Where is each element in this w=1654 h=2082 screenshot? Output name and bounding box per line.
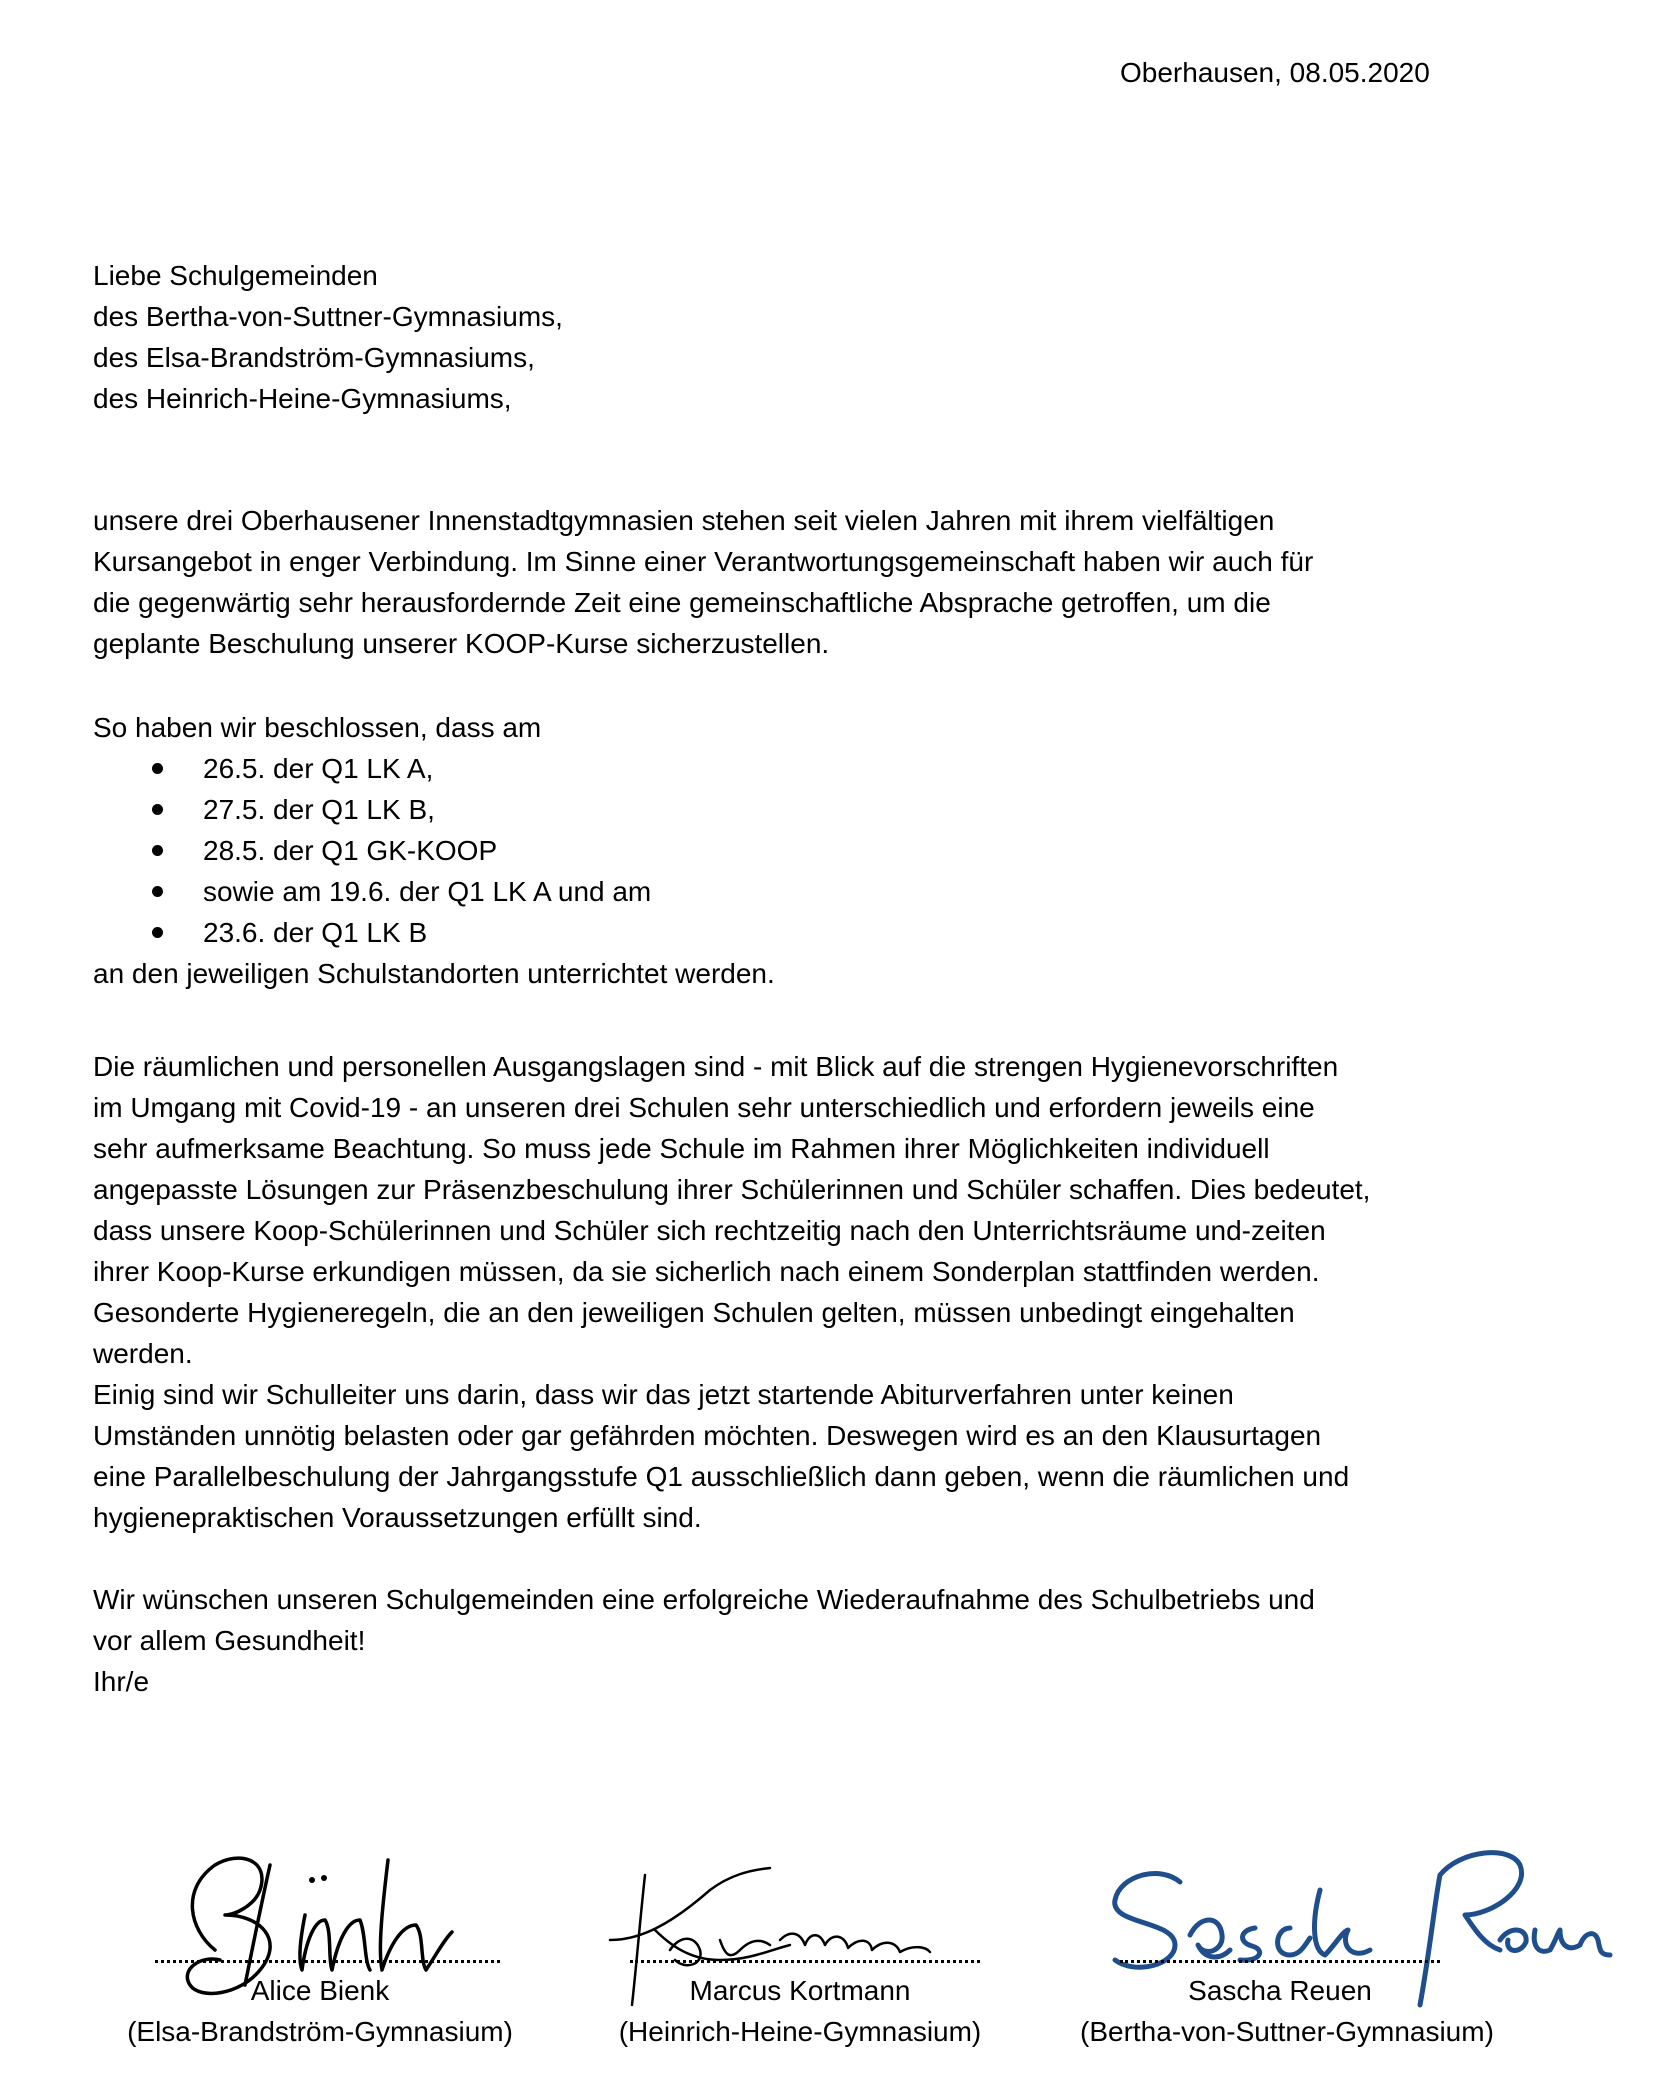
- signature-line: [630, 1960, 980, 1963]
- intro-paragraph: [93, 500, 1513, 664]
- list-item: [93, 830, 1493, 871]
- bullet-icon: [152, 763, 163, 774]
- list-item: [93, 789, 1493, 830]
- bullet-icon: [152, 804, 163, 815]
- bullet-icon: [152, 886, 163, 897]
- bullet-icon: [152, 845, 163, 856]
- signatory-school: (Bertha-von-Suttner-Gymnasium): [1080, 2016, 1494, 2047]
- date-line: Oberhausen, 08.05.2020: [1120, 57, 1430, 88]
- paragraph-line: Einig sind wir Schulleiter uns darin, dass wir das jetzt startende Abiturverfahren unter keinen: [93, 1379, 1234, 1410]
- list-item-text: 28.5. der Q1 GK-KOOP: [203, 835, 498, 866]
- schedule-intro: So haben wir beschlossen, dass am: [93, 712, 542, 743]
- paragraph-line: ihrer Koop-Kurse erkundigen müssen, da sie sicherlich nach einem Sonderplan stattfinden werden.: [93, 1256, 1320, 1287]
- paragraph-line: Umständen unnötig belasten oder gar gefährden möchten. Deswegen wird es an den Klausurtagen: [93, 1420, 1322, 1451]
- list-item-text: 27.5. der Q1 LK B,: [203, 794, 435, 825]
- paragraph-line: sehr aufmerksame Beachtung. So muss jede Schule im Rahmen ihrer Möglichkeiten individuell: [93, 1133, 1270, 1164]
- signature-block-bienk: [120, 1820, 520, 2060]
- closing-line: Wir wünschen unseren Schulgemeinden eine erfolgreiche Wiederaufnahme des Schulbetriebs und: [93, 1584, 1315, 1615]
- paragraph-line: angepasste Lösungen zur Präsenzbeschulung ihrer Schülerinnen und Schüler schaffen. Dies bedeutet,: [93, 1174, 1371, 1205]
- greeting-line: des Elsa-Brandström-Gymnasiums,: [93, 342, 535, 373]
- greeting-line: Liebe Schulgemeinden: [93, 260, 378, 291]
- signatory-school: (Elsa-Brandström-Gymnasium): [127, 2016, 513, 2047]
- greeting-line: des Heinrich-Heine-Gymnasiums,: [93, 383, 512, 414]
- bullet-icon: [152, 927, 163, 938]
- paragraph-line: im Umgang mit Covid-19 - an unseren drei Schulen sehr unterschiedlich und erfordern jeweils eine: [93, 1092, 1315, 1123]
- hygiene-paragraph: [93, 1046, 1513, 1538]
- signature-block-kortmann: [600, 1820, 1000, 2060]
- schedule-list: [93, 748, 1493, 953]
- list-item: [93, 871, 1493, 912]
- list-item-text: 26.5. der Q1 LK A,: [203, 753, 434, 784]
- signatory-name: Marcus Kortmann: [689, 1975, 911, 2006]
- paragraph-line: geplante Beschulung unserer KOOP-Kurse sicherzustellen.: [93, 628, 830, 659]
- signature-line: [155, 1960, 500, 1963]
- closing-paragraph: [93, 1579, 1513, 1702]
- list-item: [93, 748, 1493, 789]
- paragraph-line: Kursangebot in enger Verbindung. Im Sinne einer Verantwortungsgemeinschaft haben wir auch für: [93, 546, 1314, 577]
- paragraph-line: hygienepraktischen Voraussetzungen erfüllt sind.: [93, 1502, 702, 1533]
- paragraph-line: eine Parallelbeschulung der Jahrgangsstufe Q1 ausschließlich dann geben, wenn die räumlichen und: [93, 1461, 1350, 1492]
- paragraph-line: werden.: [93, 1338, 193, 1369]
- schedule-outro: an den jeweiligen Schulstandorten unterrichtet werden.: [93, 958, 775, 989]
- list-item-text: 23.6. der Q1 LK B: [203, 917, 428, 948]
- greeting-block: [93, 255, 1513, 419]
- signatory-school: (Heinrich-Heine-Gymnasium): [618, 2016, 982, 2047]
- closing-line: vor allem Gesundheit!: [93, 1625, 366, 1656]
- paragraph-line: die gegenwärtig sehr herausfordernde Zeit eine gemeinschaftliche Absprache getroffen, um die: [93, 587, 1271, 618]
- list-item-text: sowie am 19.6. der Q1 LK A und am: [203, 876, 652, 907]
- paragraph-line: unsere drei Oberhausener Innenstadtgymnasien stehen seit vielen Jahren mit ihrem vielfältigen: [93, 505, 1275, 536]
- paragraph-line: Gesonderte Hygieneregeln, die an den jeweiligen Schulen gelten, müssen unbedingt eingehalten: [93, 1297, 1295, 1328]
- paragraph-line: Die räumlichen und personellen Ausgangslagen sind - mit Blick auf die strengen Hygienevorschriften: [93, 1051, 1339, 1082]
- signatory-name: Sascha Reuen: [1188, 1975, 1372, 2006]
- closing-line: Ihr/e: [93, 1666, 150, 1697]
- greeting-line: des Bertha-von-Suttner-Gymnasiums,: [93, 301, 563, 332]
- list-item: [93, 912, 1493, 953]
- paragraph-line: dass unsere Koop-Schülerinnen und Schüler sich rechtzeitig nach den Unterrichtsräume und-zeiten: [93, 1215, 1326, 1246]
- signature-line: [1120, 1960, 1440, 1963]
- signature-block-reuen: [1080, 1820, 1600, 2060]
- signatory-name: Alice Bienk: [250, 1975, 390, 2006]
